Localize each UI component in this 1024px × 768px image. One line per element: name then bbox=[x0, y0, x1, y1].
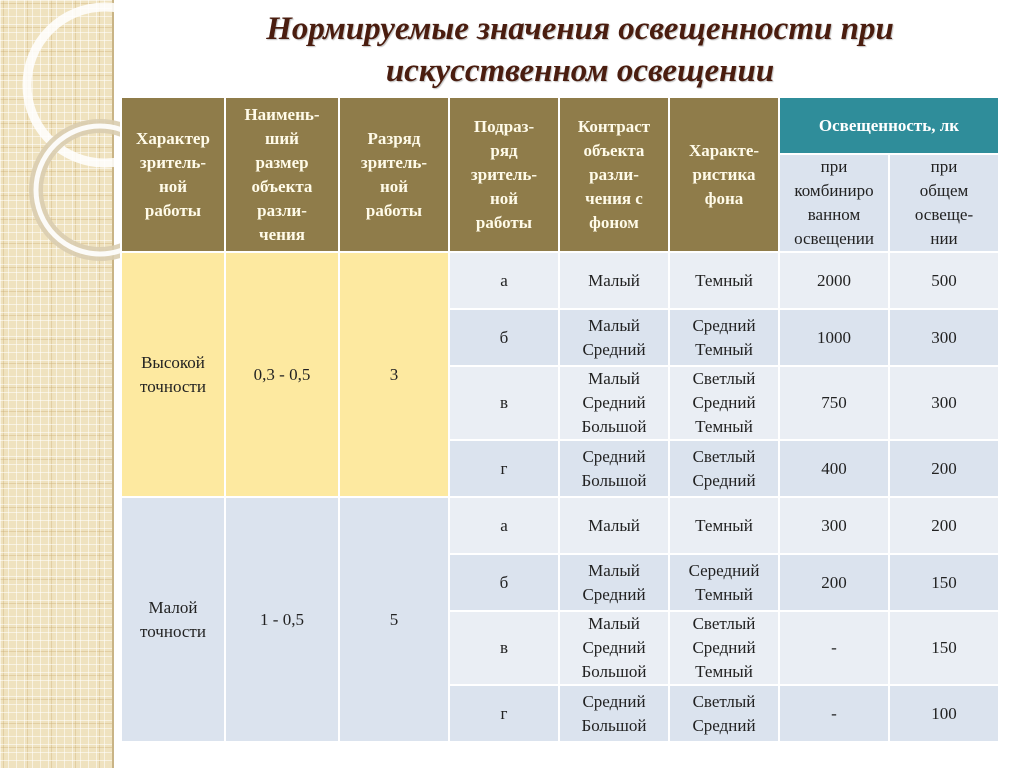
cell-general: 300 bbox=[889, 366, 999, 440]
text-line: ряд bbox=[490, 140, 518, 160]
cell-combined: 750 bbox=[779, 366, 889, 440]
cell-contrast bbox=[559, 366, 669, 440]
text-line: Светлый bbox=[692, 614, 756, 633]
text-line: фоном bbox=[589, 212, 639, 232]
text-line: Средний bbox=[692, 315, 756, 335]
cell-subcategory: а bbox=[449, 497, 559, 554]
text-line: Светлый bbox=[692, 691, 756, 711]
cell-combined: 1000 bbox=[779, 309, 889, 366]
cell-background bbox=[669, 309, 779, 366]
cell-combined: - bbox=[779, 611, 889, 685]
text-line: ванном bbox=[807, 205, 861, 224]
text-line: Малый bbox=[588, 614, 640, 633]
text-line: работы bbox=[365, 200, 423, 220]
cell-combined: 200 bbox=[779, 554, 889, 611]
cell-general: 200 bbox=[889, 440, 999, 497]
text-line: Светлый bbox=[692, 369, 756, 388]
text-line: Малый bbox=[588, 515, 640, 535]
text-line: при bbox=[820, 157, 848, 176]
text-line: Характе- bbox=[688, 140, 760, 160]
text-line: зритель- bbox=[139, 152, 207, 172]
cell-contrast bbox=[559, 252, 669, 309]
text-line: разли- bbox=[257, 200, 307, 220]
text-line: точности bbox=[140, 621, 206, 641]
text-line: ший bbox=[265, 128, 299, 148]
cell-general: 200 bbox=[889, 497, 999, 554]
text-line: Малый bbox=[588, 560, 640, 580]
header-contrast bbox=[559, 97, 669, 252]
text-line: Большой bbox=[581, 417, 647, 436]
title-line-2: искусственном освещении bbox=[385, 53, 775, 89]
cell-subcategory: б bbox=[449, 554, 559, 611]
page-title bbox=[150, 8, 1010, 92]
cell-subcategory: г bbox=[449, 685, 559, 742]
text-line: Средний bbox=[692, 715, 756, 735]
cell-subcategory: в bbox=[449, 366, 559, 440]
text-line: чения bbox=[259, 224, 305, 244]
cell-combined: - bbox=[779, 685, 889, 742]
text-line: ной bbox=[379, 176, 409, 196]
header-background bbox=[669, 97, 779, 252]
text-line: объекта bbox=[251, 176, 313, 196]
text-line: точности bbox=[140, 376, 206, 396]
text-line: Средний bbox=[582, 584, 646, 604]
cell-category: 3 bbox=[339, 252, 449, 497]
text-line: при bbox=[930, 157, 958, 176]
header-subcategory bbox=[449, 97, 559, 252]
cell-background bbox=[669, 440, 779, 497]
text-line: Большой bbox=[581, 662, 647, 681]
text-line: Разряд bbox=[367, 128, 421, 148]
illumination-norms-table bbox=[120, 96, 1000, 743]
text-line: Средний bbox=[582, 446, 646, 466]
cell-contrast bbox=[559, 309, 669, 366]
text-line: размер bbox=[255, 152, 309, 172]
header-category bbox=[339, 97, 449, 252]
text-line: ной bbox=[489, 188, 519, 208]
cell-general: 300 bbox=[889, 309, 999, 366]
text-line: комбиниро bbox=[794, 181, 874, 200]
cell-min-size: 1 - 0,5 bbox=[225, 497, 339, 742]
header-combined bbox=[779, 154, 889, 252]
text-line: Высокой bbox=[141, 352, 205, 372]
text-line: Средний bbox=[582, 638, 646, 657]
text-line: фона bbox=[704, 188, 744, 208]
text-line: нии bbox=[930, 229, 958, 248]
text-line: освещении bbox=[794, 229, 874, 248]
cell-background bbox=[669, 252, 779, 309]
cell-subcategory: г bbox=[449, 440, 559, 497]
cell-general: 150 bbox=[889, 554, 999, 611]
text-line: Темный bbox=[695, 270, 753, 290]
cell-background bbox=[669, 366, 779, 440]
text-line: ристика bbox=[692, 164, 756, 184]
cell-combined: 300 bbox=[779, 497, 889, 554]
text-line: Малый bbox=[588, 270, 640, 290]
text-line: Средний bbox=[582, 691, 646, 711]
text-line: объекта bbox=[583, 140, 645, 160]
text-line: освеще- bbox=[914, 205, 974, 224]
cell-contrast bbox=[559, 611, 669, 685]
text-line: общем bbox=[919, 181, 969, 200]
cell-background bbox=[669, 611, 779, 685]
cell-combined: 2000 bbox=[779, 252, 889, 309]
header-illumination: Освещенность, лк bbox=[779, 97, 999, 154]
text-line: разли- bbox=[589, 164, 639, 184]
text-line: Большой bbox=[581, 470, 647, 490]
header-general bbox=[889, 154, 999, 252]
text-line: Средний bbox=[692, 638, 756, 657]
cell-subcategory: а bbox=[449, 252, 559, 309]
cell-background bbox=[669, 497, 779, 554]
text-line: Светлый bbox=[692, 446, 756, 466]
text-line: Подраз- bbox=[473, 116, 535, 136]
text-line: Большой bbox=[581, 715, 647, 735]
text-line: ной bbox=[158, 176, 188, 196]
text-line: Малый bbox=[588, 369, 640, 388]
cell-subcategory: в bbox=[449, 611, 559, 685]
header-min-size bbox=[225, 97, 339, 252]
title-line-1: Нормируемые значения освещенности при bbox=[266, 11, 894, 47]
table-row bbox=[121, 497, 999, 554]
cell-character bbox=[121, 497, 225, 742]
cell-combined: 400 bbox=[779, 440, 889, 497]
cell-contrast bbox=[559, 440, 669, 497]
text-line: чения с bbox=[585, 188, 643, 208]
text-line: зритель- bbox=[470, 164, 538, 184]
decorative-circles bbox=[0, 0, 120, 330]
text-line: Малой bbox=[148, 597, 198, 617]
text-line: Средний bbox=[582, 393, 646, 412]
text-line: работы bbox=[475, 212, 533, 232]
cell-background bbox=[669, 554, 779, 611]
cell-contrast bbox=[559, 685, 669, 742]
cell-contrast bbox=[559, 497, 669, 554]
text-line: Характер bbox=[136, 128, 210, 148]
text-line: Темный bbox=[695, 584, 753, 604]
text-line: Средний bbox=[692, 393, 756, 412]
text-line: Наимень- bbox=[244, 104, 320, 124]
cell-min-size: 0,3 - 0,5 bbox=[225, 252, 339, 497]
cell-contrast bbox=[559, 554, 669, 611]
text-line: Средний bbox=[582, 339, 646, 359]
cell-general: 500 bbox=[889, 252, 999, 309]
text-line: Середний bbox=[688, 560, 760, 580]
text-line: Контраст bbox=[577, 116, 651, 136]
text-line: Темный bbox=[695, 339, 753, 359]
table-row bbox=[121, 252, 999, 309]
cell-general: 100 bbox=[889, 685, 999, 742]
cell-background bbox=[669, 685, 779, 742]
text-line: Темный bbox=[695, 662, 753, 681]
header-character bbox=[121, 97, 225, 252]
text-line: зритель- bbox=[360, 152, 428, 172]
cell-category: 5 bbox=[339, 497, 449, 742]
text-line: Средний bbox=[692, 470, 756, 490]
text-line: Темный bbox=[695, 417, 753, 436]
text-line: работы bbox=[144, 200, 202, 220]
text-line: Темный bbox=[695, 515, 753, 535]
cell-character bbox=[121, 252, 225, 497]
cell-general: 150 bbox=[889, 611, 999, 685]
cell-subcategory: б bbox=[449, 309, 559, 366]
text-line: Малый bbox=[588, 315, 640, 335]
